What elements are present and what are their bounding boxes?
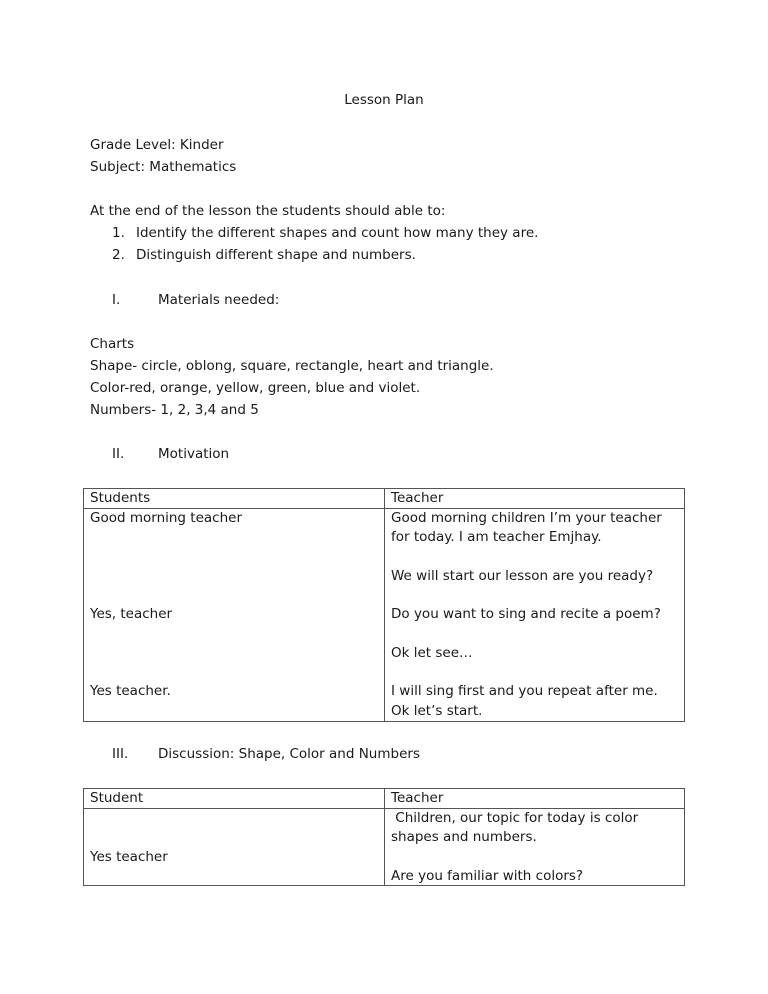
student-line: Yes teacher [90, 849, 168, 865]
table-header-cell: Teacher [385, 789, 685, 809]
materials-item: Color-red, orange, yellow, green, blue and violet. [90, 380, 421, 396]
table-header-row [84, 489, 685, 509]
materials-item: Shape- circle, oblong, square, rectangle, heart and triangle. [90, 358, 494, 374]
motivation-table [83, 488, 685, 722]
table-cell [84, 509, 385, 722]
materials-item: Charts [90, 336, 135, 352]
section-number: I. [112, 292, 121, 308]
objective-number: 2. [112, 247, 125, 263]
discussion-table [83, 788, 685, 886]
subject: Subject: Mathematics [90, 159, 237, 175]
section-heading: Materials needed: [158, 292, 280, 308]
objective-text: Distinguish different shape and numbers. [136, 247, 416, 263]
table-row [84, 809, 685, 886]
table-header-cell: Student [84, 789, 385, 809]
teacher-line: Do you want to sing and recite a poem? [391, 606, 661, 622]
objective-number: 1. [112, 225, 125, 241]
teacher-line: Are you familiar with colors? [391, 868, 584, 884]
objective-text: Identify the different shapes and count how many they are. [136, 225, 539, 241]
teacher-line: Good morning children I’m your teacher for today. I am teacher Emjhay. [391, 510, 662, 545]
teacher-line: I will sing first and you repeat after me. [391, 683, 658, 699]
table-cell [385, 809, 685, 886]
table-header-row [84, 789, 685, 809]
section-heading: Motivation [158, 446, 230, 462]
section-heading: Discussion: Shape, Color and Numbers [158, 746, 420, 762]
section-number: III. [112, 746, 129, 762]
table-cell [84, 809, 385, 886]
grade-level: Grade Level: Kinder [90, 137, 224, 153]
table-header-cell: Teacher [385, 489, 685, 509]
student-line: Yes teacher. [90, 683, 171, 699]
teacher-line: Ok let see… [391, 645, 473, 661]
student-line: Good morning teacher [90, 510, 242, 526]
table-row [84, 509, 685, 722]
objectives-intro: At the end of the lesson the students should able to: [90, 203, 446, 219]
student-line: Yes, teacher [90, 606, 173, 622]
teacher-line: Ok let’s start. [391, 703, 483, 719]
table-cell [385, 509, 685, 722]
teacher-line: We will start our lesson are you ready? [391, 568, 654, 584]
section-number: II. [112, 446, 125, 462]
materials-item: Numbers- 1, 2, 3,4 and 5 [90, 402, 259, 418]
page-title: Lesson Plan [344, 92, 424, 108]
teacher-line: Children, our topic for today is color shapes and numbers. [391, 810, 643, 845]
table-header-cell: Students [84, 489, 385, 509]
